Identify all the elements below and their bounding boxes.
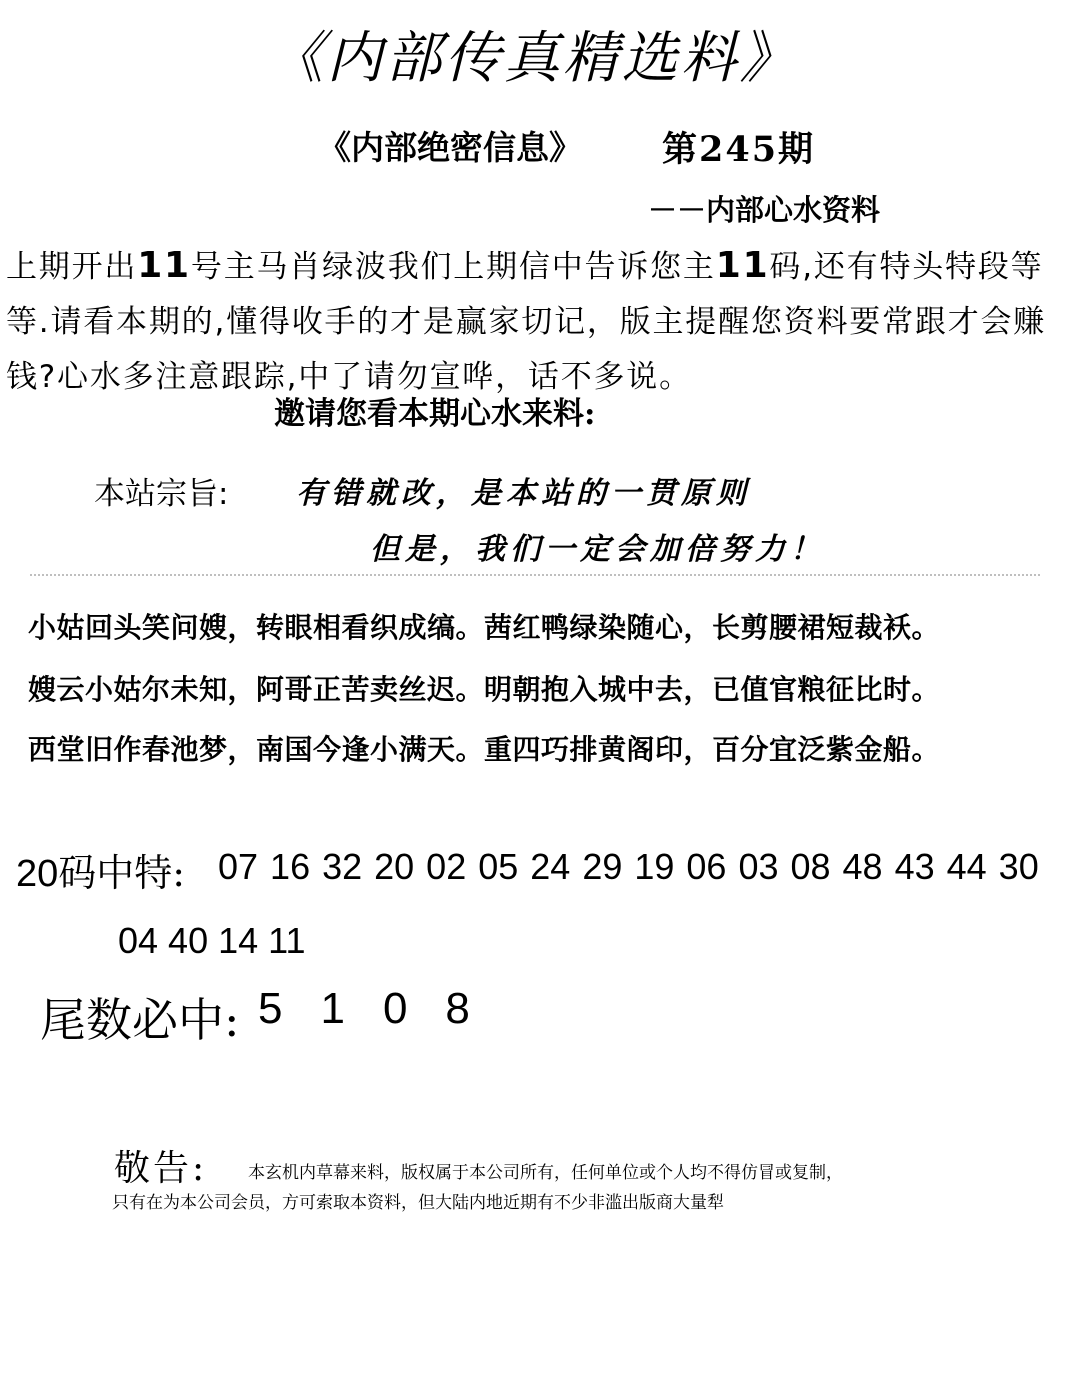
intro-text-3: 码,还有特头特段等等.请看本期的,懂得收手的才是赢家切记，版主提醒您资料要常跟才会赚钱?心水多注意跟踪,中了请勿宣哗，话不多说。 [6,249,1047,395]
mission-line-2: 但是，我们一定会加倍努力！ [370,532,825,567]
mission-label: 本站宗旨: [94,476,229,512]
notice-line-2: 只有在为本公司会员，方可索取本资料，但大陆内地近期有不少非滥出版商大量犁 [112,1193,724,1213]
tail-label: 尾数必中: [40,993,240,1047]
intro-text-1: 上期开出 [6,249,138,285]
notice-label: 敬告: [114,1148,208,1189]
intro-text-2: 号主马肖绿波我们上期信中告诉您主 [190,249,716,285]
codes-line-2: 04 40 14 11 [118,920,306,961]
codes-label-text: 码中特: [58,851,186,895]
intro-number-1: 11 [137,245,191,286]
intro-number-2: 11 [715,245,770,286]
page-title: 《内部传真精选料》 [267,26,799,91]
mission-line-1: 有错就改，是本站的一贯原则 [296,476,751,511]
intro-paragraph [6,238,1062,405]
divider [30,574,1040,580]
notice-line-1: 本玄机内草幕来料，版权属于本公司所有，任何单位或个人均不得仿冒或复制， [248,1163,843,1183]
source-line: －－内部心水资料 [648,193,881,227]
poem-line-1: 小姑回头笑问嫂，转眼相看织成缟。茜红鸭绿染随心，长剪腰裙短裁袄。 [28,611,941,644]
invite-line: 邀请您看本期心水来料: [274,396,596,432]
codes-line-1: 07 16 32 20 02 05 24 29 19 06 03 08 48 43 44 30 [218,846,1039,887]
tail-digits: 5108 [258,984,508,1033]
codes-label [16,842,185,897]
codes-label-number: 20 [16,853,59,895]
poem-line-3: 西堂旧作春池梦，南国今逢小满天。重四巧排黄阁印，百分宜泛紫金船。 [28,733,941,766]
issue-number: 第245期 [662,129,816,170]
subtitle: 《内部绝密信息》 [318,128,582,167]
poem-line-2: 嫂云小姑尔未知，阿哥正苦卖丝迟。明朝抱入城中去，已值官粮征比时。 [28,673,941,706]
